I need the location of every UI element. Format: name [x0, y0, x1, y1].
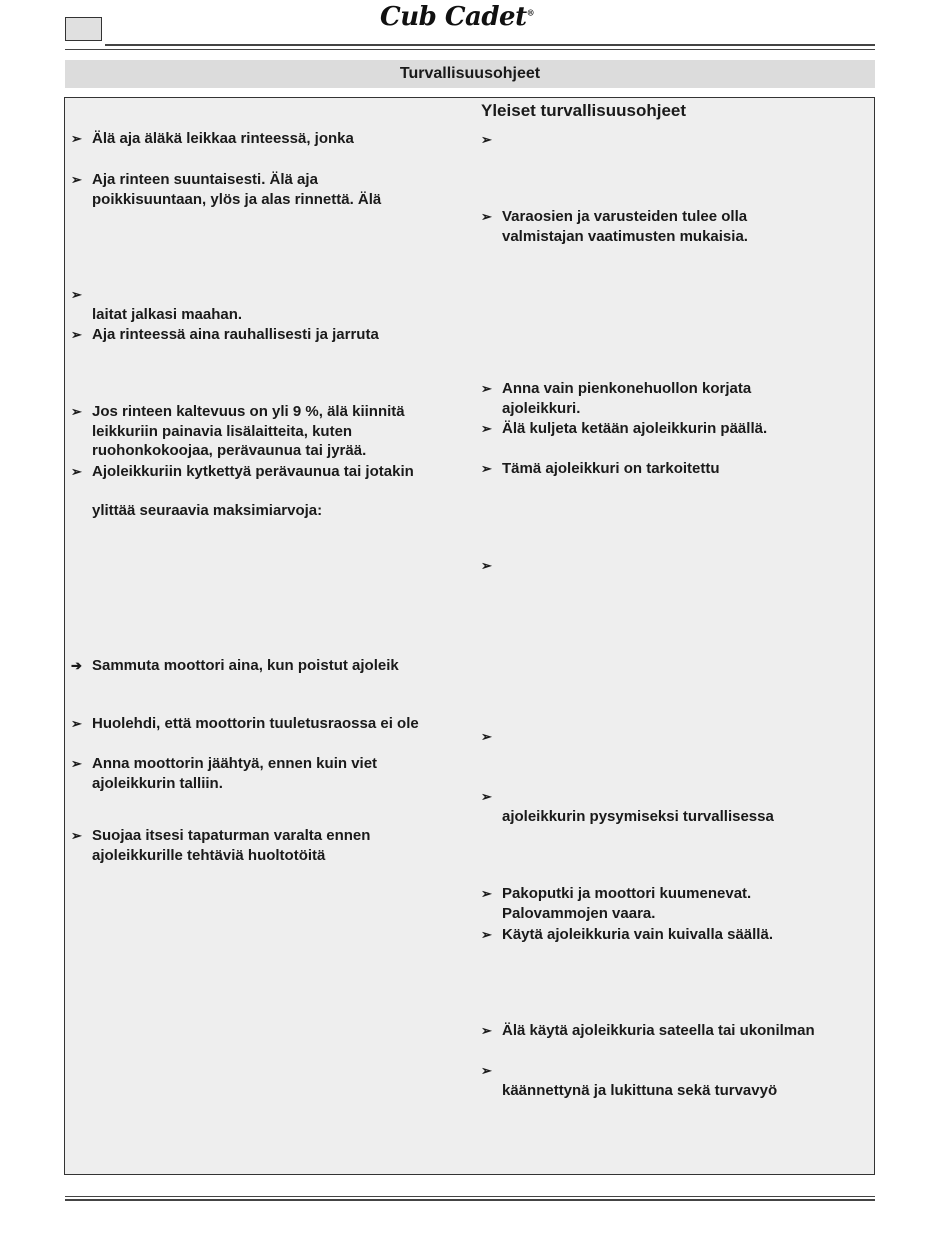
list-item: ➢ Älä käytä ajoleikkuria sateella tai ukonilman: [481, 1022, 815, 1039]
trademark-symbol: ®: [526, 7, 535, 18]
list-item: ➢ Älä kuljeta ketään ajoleikkurin päällä.: [481, 420, 768, 437]
list-item: ➢ Anna moottorin jäähtyä, ennen kuin viet ajoleikkurin talliin.: [71, 755, 378, 792]
list-item: ➢ Jos rinteen kaltevuus on yli 9 %, älä kiinnitä leikkuriin painavia lisälaitteita, kuten ruohonkokoojaa, perävaunua tai jyrää.: [71, 403, 405, 459]
footer-rule: [65, 1199, 875, 1201]
bullet-arrow-icon: ➢: [481, 421, 492, 436]
bullet-arrow-icon: ➢: [71, 828, 82, 843]
bullet-arrow-icon: ➢: [71, 464, 82, 479]
list-item: ➢ Älä aja äläkä leikkaa rinteessä, jonka: [71, 130, 354, 147]
bullet-arrow-icon: ➢: [481, 132, 492, 147]
bullet-arrow-icon: ➢: [481, 729, 492, 744]
bullet-arrow-icon: ➢: [481, 461, 492, 476]
bullet-arrow-icon: ➢: [481, 886, 492, 901]
list-item: ➢ Suojaa itsesi tapaturman varalta ennen ajoleikkurille tehtäviä huoltotöitä: [71, 827, 371, 864]
list-item: ➢ käännettynä ja lukittuna sekä turvavyö: [481, 1063, 778, 1099]
bullet-arrow-icon: ➢: [481, 558, 492, 573]
bullet-arrow-icon: ➢: [71, 716, 82, 731]
page-number-box: [65, 17, 102, 41]
list-item: ➢ Pakoputki ja moottori kuumenevat. Palovammojen vaara.: [481, 885, 752, 922]
content-box: [64, 97, 875, 1175]
right-column-heading: Yleiset turvallisuusohjeet: [481, 101, 687, 120]
list-item: ➢ Käytä ajoleikkuria vain kuivalla säällä.: [481, 926, 773, 943]
list-item: ➢ Varaosien ja varusteiden tulee olla valmistajan vaatimusten mukaisia.: [481, 208, 748, 245]
list-item: ➢ Aja rinteessä aina rauhallisesti ja jarruta: [71, 326, 379, 343]
header-rule: [105, 44, 875, 46]
brand-name: Cub Cadet: [380, 2, 527, 32]
footer-rule-thin: [65, 1196, 875, 1197]
list-item: ➢ Aja rinteen suuntaisesti. Älä aja poikkisuuntaan, ylös ja alas rinnettä. Älä: [71, 171, 382, 208]
bullet-arrow-icon: ➢: [71, 172, 82, 187]
bullet-arrow-icon: ➢: [481, 789, 492, 804]
brand-logo: [380, 2, 560, 32]
list-item: ➢ Ajoleikkuriin kytkettyä perävaunua tai jotakin ylittää seuraavia maksimiarvoja:: [71, 463, 414, 519]
bullet-arrow-icon: ➢: [481, 381, 492, 396]
bullet-arrow-icon: ➢: [71, 131, 82, 146]
list-item: ➢ Huolehdi, että moottorin tuuletusraossa ei ole: [71, 715, 419, 732]
list-item: ➔ Sammuta moottori aina, kun poistut ajoleik: [71, 657, 399, 674]
bullet-arrow-icon: ➢: [71, 404, 82, 419]
header-rule-thin: [65, 49, 875, 50]
bullet-right-arrow-icon: ➔: [71, 658, 82, 673]
bullet-arrow-icon: ➢: [481, 209, 492, 224]
bullet-arrow-icon: ➢: [71, 327, 82, 342]
list-item: ➢ Anna vain pienkonehuollon korjata ajoleikkuri.: [481, 380, 752, 417]
section-title: Turvallisuusohjeet: [65, 60, 875, 88]
list-item: ➢ Tämä ajoleikkuri on tarkoitettu: [481, 460, 720, 477]
bullet-arrow-icon: ➢: [71, 756, 82, 771]
list-item: ➢ ajoleikkurin pysymiseksi turvallisessa: [481, 789, 774, 825]
bullet-arrow-icon: ➢: [481, 1063, 492, 1078]
bullet-arrow-icon: ➢: [481, 1023, 492, 1038]
bullet-arrow-icon: ➢: [71, 287, 82, 302]
bullet-arrow-icon: ➢: [481, 927, 492, 942]
list-item: ➢ laitat jalkasi maahan.: [71, 287, 243, 323]
